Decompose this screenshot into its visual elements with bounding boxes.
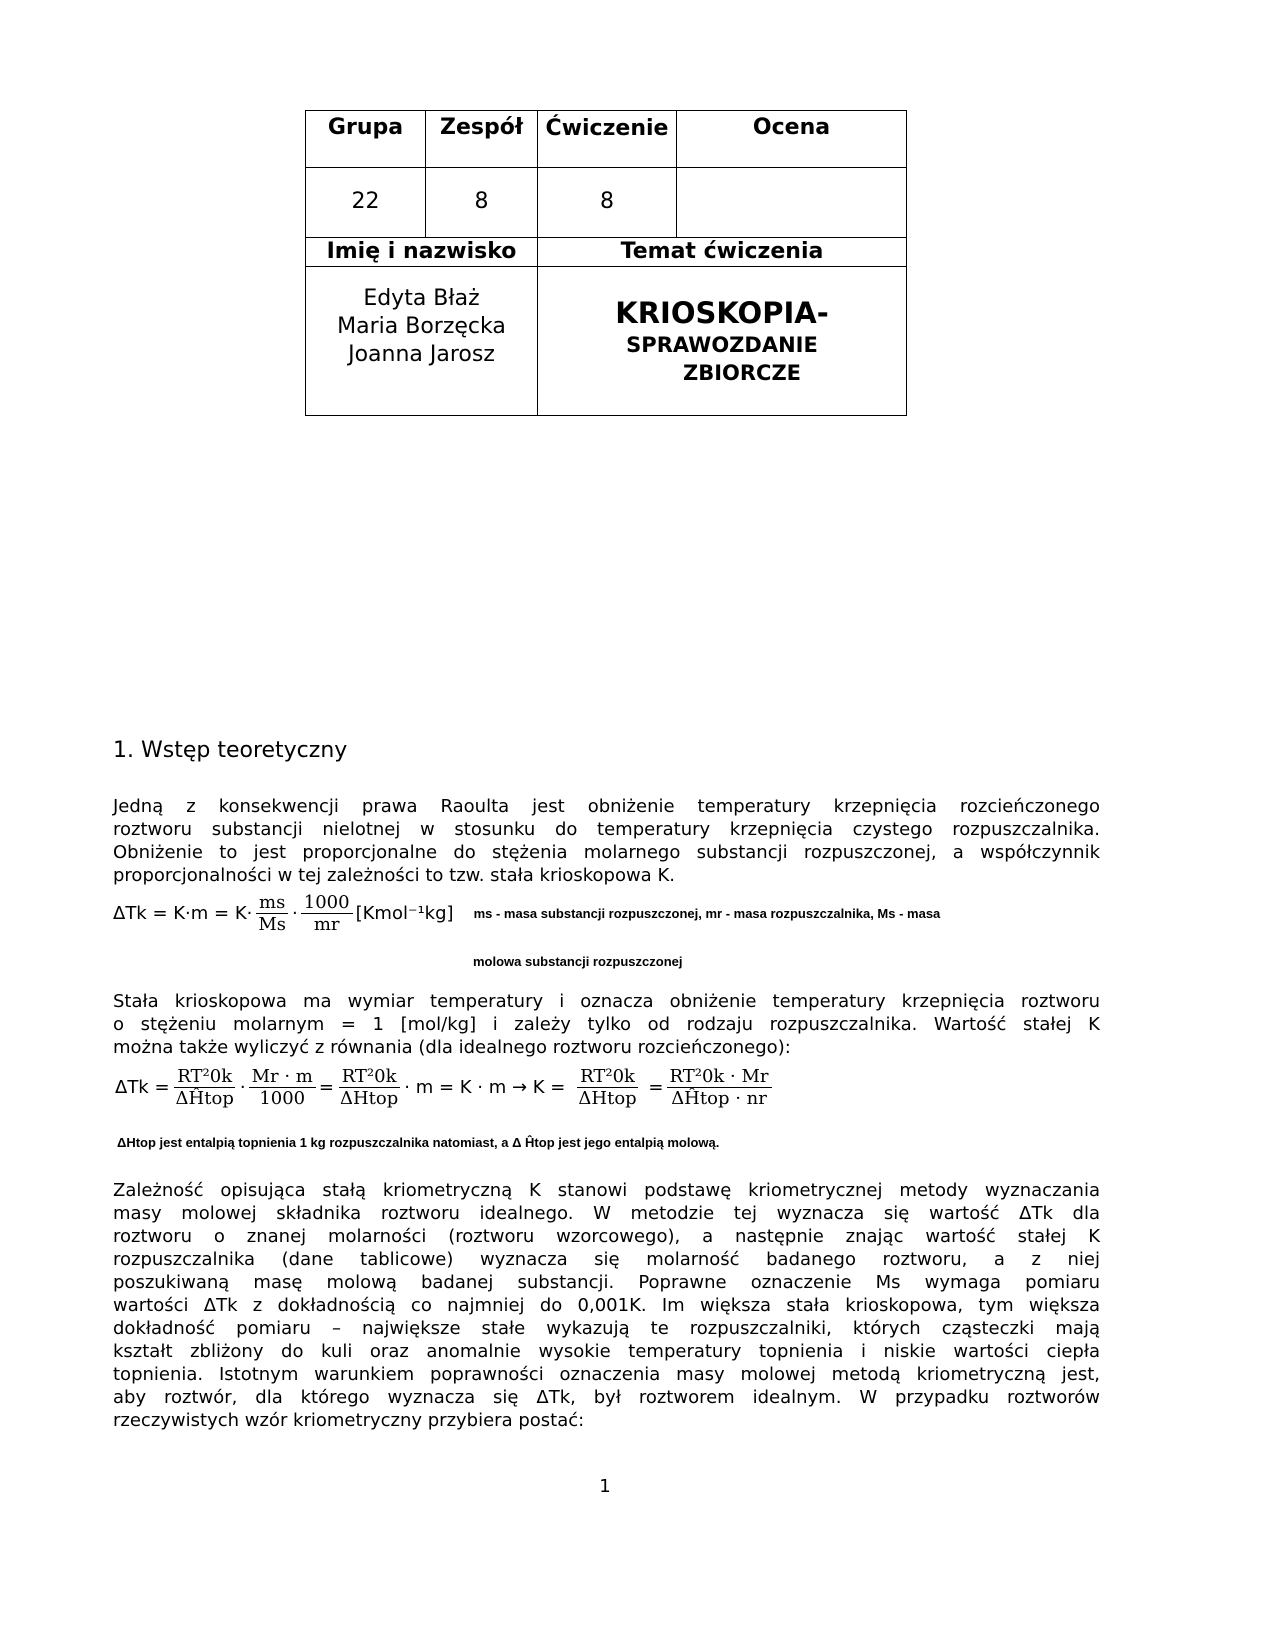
eq-lhs: ΔTk = — [115, 1077, 170, 1098]
names-cell — [305, 266, 538, 416]
eq-denominator: Ms — [258, 914, 287, 935]
equation-2: ΔTk = $\frac{\text{RT²0k}}{\text{ΔĤtop}}$ · $\frac{Mr \cdot m}{1000}$ = $\frac{\text{RT²0k}}{\text{ΔHtop}}$ · m = K · m → K = $\frac{\text{RT²0k}}{\text{ΔHtop}}$ = $\frac{\text{RT²0k · Mr}}{\text{ΔĤtop · nr}}$ — [115, 1066, 775, 1109]
paragraph-line: dokładność pomiaru – największe stałe wykazują te rozpuszczalniki, których cząsteczki mają — [113, 1318, 1100, 1339]
eq-denominator: ΔHtop — [578, 1088, 637, 1109]
header-topic: Temat ćwiczenia — [537, 237, 907, 267]
paragraph-line: poszukiwaną masę molową badanej substancji. Poprawne oznaczenie Ms wymaga pomiaru — [113, 1272, 1100, 1293]
value-ocena — [676, 167, 907, 238]
paragraph-line: kształt zbliżony do kuli oraz anomalnie wysokie temperatury topnienia i niskie wartości ciepła — [113, 1341, 1100, 1362]
author-name: Edyta Błaż — [363, 286, 480, 311]
paragraph-line: roztworu substancji nielotnej w stosunku do temperatury krzepnięcia czystego rozpuszczalnika. — [113, 819, 1100, 840]
eq-numerator: Mr · m — [249, 1066, 316, 1088]
paragraph-line: Zależność opisująca stałą kriometryczną K stanowi podstawę kriometrycznej metody wyznaczania — [113, 1180, 1100, 1201]
eq-note: ms - masa substancji rozpuszczonej, mr - masa rozpuszczalnika, Ms - masa — [473, 906, 941, 921]
paragraph-line: wartości ΔTk z dokładnością co najmniej do 0,001K. Im większa stała krioskopowa, tym większa — [113, 1295, 1100, 1316]
eq-numerator: RT²0k — [339, 1066, 400, 1088]
topic-subtitle: SPRAWOZDANIE — [626, 333, 818, 357]
eq-note: ΔHtop jest entalpią topnienia 1 kg rozpuszczalnika natomiast, a Δ Ĥtop jest jego entalpią molową. — [117, 1135, 720, 1150]
header-zespol: Zespół — [425, 110, 538, 168]
section-title: 1. Wstęp teoretyczny — [113, 738, 348, 763]
paragraph-line: roztworu o znanej molarności (roztworu wzorcowego), a następnie znając wartość stałej K — [113, 1226, 1100, 1247]
eq-numerator: 1000 — [301, 892, 353, 914]
eq-denominator: mr — [313, 914, 340, 935]
paragraph-line: rozpuszczalnika (dane tablicowe) wyznacza się molarność badanego roztworu, a z niej — [113, 1249, 1100, 1270]
author-name: Joanna Jarosz — [348, 342, 495, 367]
paragraph-line: aby roztwór, dla którego wyznacza się ΔTk, był roztworem idealnym. W przypadku roztworów — [113, 1387, 1100, 1408]
header-cwiczenie: Ćwiczenie — [537, 110, 677, 168]
eq-denominator: ΔĤtop — [175, 1088, 234, 1109]
topic-title: KRIOSKOPIA- — [615, 296, 829, 330]
paragraph-line: rzeczywistych wzór kriometryczny przybiera postać: — [113, 1410, 585, 1431]
eq-numerator: ms — [256, 892, 288, 914]
page-number: 1 — [599, 1476, 611, 1497]
paragraph-line: topnienia. Istotnym warunkiem poprawności oznaczenia masy molowej metodą kriometryczną jest, — [113, 1364, 1100, 1385]
header-names: Imię i nazwisko — [305, 237, 538, 267]
paragraph-line: Jedną z konsekwencji prawa Raoulta jest obniżenie temperatury krzepnięcia rozcieńczonego — [113, 796, 1100, 817]
topic-subtitle: ZBIORCZE — [682, 361, 802, 385]
eq-note-continued: molowa substancji rozpuszczonej — [473, 954, 683, 969]
eq-unit: [Kmol⁻¹kg] — [355, 903, 454, 924]
eq-denominator: ΔĤtop · nr — [671, 1088, 767, 1109]
paragraph-line: Stała krioskopowa ma wymiar temperatury i oznacza obniżenie temperatury krzepnięcia roztworu — [113, 991, 1100, 1012]
eq-middle: · m = K · m → K = — [404, 1077, 566, 1098]
eq-numerator: RT²0k — [174, 1066, 235, 1088]
eq-denominator: 1000 — [259, 1088, 306, 1109]
paragraph-line: o stężeniu molarnym = 1 [mol/kg] i zależy tylko od rodzaju rozpuszczalnika. Wartość stałej K — [113, 1014, 1100, 1035]
value-grupa: 22 — [305, 167, 426, 238]
paragraph-line: proporcjonalności w tej zależności to tzw. stała krioskopowa K. — [113, 865, 675, 886]
equation-1: ΔTk = K·m = K· $\frac{ms}{Ms}$ · $\frac{1000}{mr}$ [Kmol⁻¹kg] ms - masa substancji rozpuszczonej, mr - masa rozpuszczalnika, Ms - masa — [113, 892, 941, 935]
header-ocena: Ocena — [676, 110, 907, 168]
value-cwiczenie: 8 — [537, 167, 677, 238]
value-zespol: 8 — [425, 167, 538, 238]
eq-denominator: ΔHtop — [339, 1088, 399, 1109]
paragraph-line: Obniżenie to jest proporcjonalne do stężenia molarnego substancji rozpuszczonej, a współczynnik — [113, 842, 1100, 863]
eq-numerator: RT²0k — [577, 1066, 638, 1088]
eq-numerator: RT²0k · Mr — [667, 1066, 772, 1088]
eq-lhs: ΔTk = K·m = K· — [113, 903, 253, 924]
author-name: Maria Borzęcka — [337, 314, 506, 339]
topic-cell — [537, 266, 907, 416]
paragraph-line: masy molowej składnika roztworu idealnego. W metodzie tej wyznacza się wartość ΔTk dla — [113, 1203, 1100, 1224]
header-grupa: Grupa — [305, 110, 426, 168]
paragraph-line: można także wyliczyć z równania (dla idealnego roztworu rozcieńczonego): — [113, 1037, 791, 1058]
